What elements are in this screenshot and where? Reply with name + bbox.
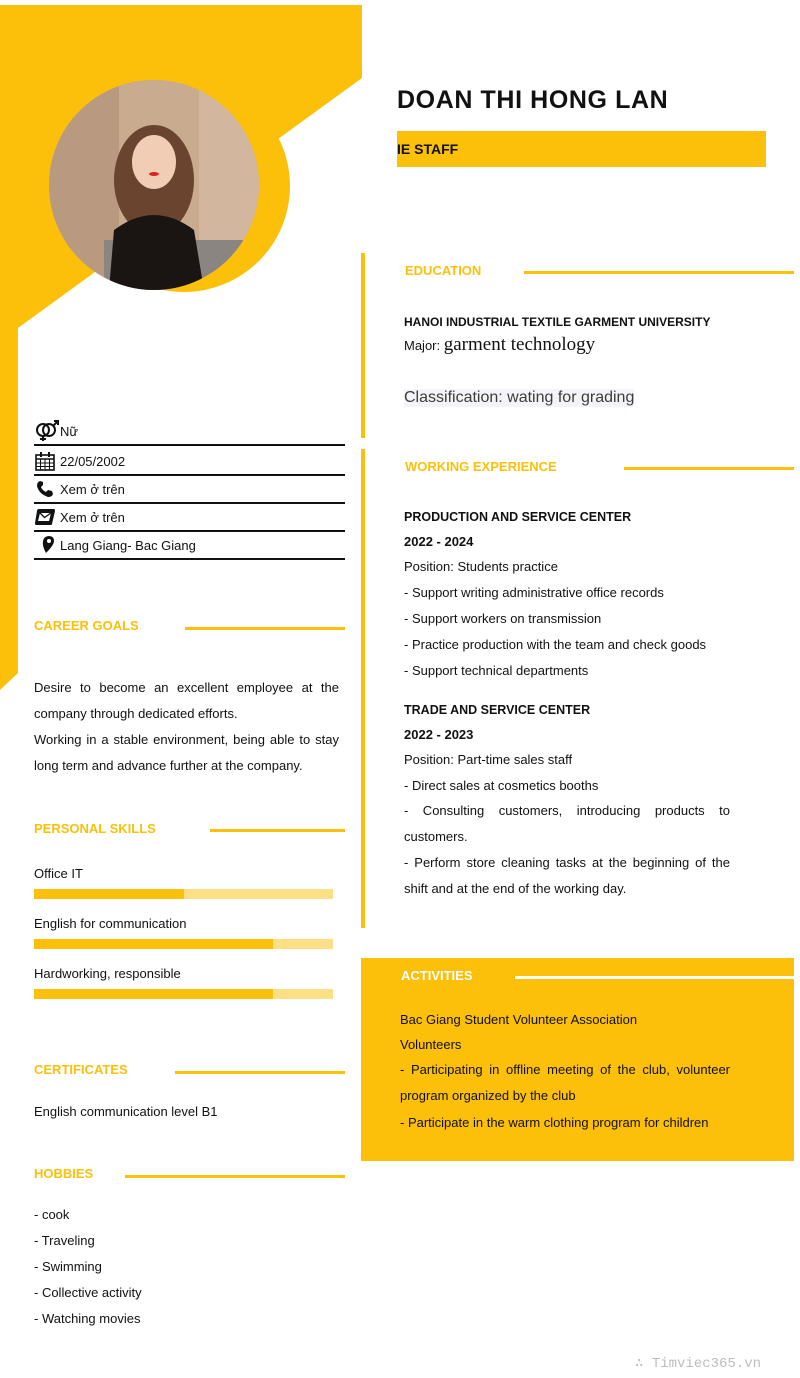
skill-bar-office-it [34, 889, 333, 899]
school-name: HANOI INDUSTRIAL TEXTILE GARMENT UNIVERSITY [404, 315, 711, 329]
skill-label: Office IT [34, 866, 83, 881]
hobby-item: - cook [34, 1207, 70, 1222]
contact-email [34, 504, 345, 532]
job-company: TRADE AND SERVICE CENTER [404, 703, 591, 717]
job-duty: - Support writing administrative office records [404, 585, 664, 600]
skill-bar-hardworking [34, 989, 333, 999]
contact-phone [34, 476, 345, 504]
job-duty: - Practice production with the team and check goods [404, 637, 707, 652]
certificate-item: English communication level B1 [34, 1104, 218, 1119]
watermark: ∴ Timviec365.vn [635, 1356, 762, 1372]
gender-value: Nữ [60, 423, 79, 439]
education-heading: EDUCATION [405, 263, 482, 278]
certificates-divider [175, 1071, 345, 1074]
experience-divider [624, 467, 794, 470]
job-title: IE STAFF [397, 141, 459, 157]
experience-accent-line [361, 449, 365, 928]
phone-value: Xem ở trên [60, 481, 125, 497]
hobbies-heading: HOBBIES [34, 1166, 94, 1181]
location-pin-icon [34, 536, 60, 554]
job-position: Position: Students practice [404, 559, 558, 574]
job-duty: - Support technical departments [404, 663, 589, 678]
experience-heading: WORKING EXPERIENCE [405, 459, 557, 474]
job-company: PRODUCTION AND SERVICE CENTER [404, 510, 632, 524]
job-duty: - Perform store cleaning tasks at the beginning of the shift and at the end of the working day. [404, 855, 730, 896]
phone-icon [34, 480, 60, 498]
calendar-icon [34, 451, 60, 471]
job-duty: - Support workers on transmission [404, 611, 602, 626]
skill-label: Hardworking, responsible [34, 966, 181, 981]
email-value: Xem ở trên [60, 509, 125, 525]
hobby-item: - Watching movies [34, 1311, 141, 1326]
job-duty: - Consulting customers, introducing products to customers. [404, 803, 730, 844]
hobbies-divider [125, 1175, 345, 1178]
hobby-item: - Collective activity [34, 1285, 142, 1300]
skills-heading: PERSONAL SKILLS [34, 821, 156, 836]
hobby-item: - Swimming [34, 1259, 102, 1274]
career-goals-heading: CAREER GOALS [34, 618, 139, 633]
hobby-item: - Traveling [34, 1233, 95, 1248]
skills-divider [210, 829, 345, 832]
career-goal-paragraph: Working in a stable environment, being able to stay long term and advance further at the company. [34, 732, 339, 773]
activity-item: - Participating in offline meeting of the club, volunteer program organized by the club [400, 1062, 730, 1103]
career-goal-paragraph: Desire to become an excellent employee at the company through dedicated efforts. [34, 680, 339, 721]
candidate-name: DOAN THI HONG LAN [397, 86, 669, 114]
location-value: Lang Giang- Bac Giang [60, 537, 196, 553]
activities-heading: ACTIVITIES [401, 968, 473, 983]
contact-birthdate [34, 448, 345, 476]
activity-organization: Bac Giang Student Volunteer Association [400, 1012, 638, 1027]
classification: Classification: wating for grading [404, 389, 635, 406]
activities-divider [515, 976, 794, 979]
birthdate-value: 22/05/2002 [60, 453, 126, 469]
skill-bar-english [34, 939, 333, 949]
activity-role: Volunteers [400, 1037, 462, 1052]
major-line [404, 334, 595, 356]
education-accent-line [361, 253, 365, 438]
skill-label: English for communication [34, 916, 187, 931]
job-period: 2022 - 2023 [404, 727, 474, 742]
job-duty: - Direct sales at cosmetics booths [404, 778, 599, 793]
job-position: Position: Part-time sales staff [404, 752, 573, 767]
certificates-heading: CERTIFICATES [34, 1062, 128, 1077]
activity-item: - Participate in the warm clothing program for children [400, 1115, 709, 1130]
contact-gender [34, 418, 345, 446]
job-period: 2022 - 2024 [404, 534, 474, 549]
gender-icon [34, 420, 60, 442]
major-value: garment technology [443, 334, 596, 355]
contact-location [34, 532, 345, 560]
education-divider [524, 271, 794, 274]
career-goals-divider [185, 627, 345, 630]
email-icon [34, 508, 60, 526]
avatar [49, 80, 259, 290]
major-label: Major: [404, 338, 444, 353]
